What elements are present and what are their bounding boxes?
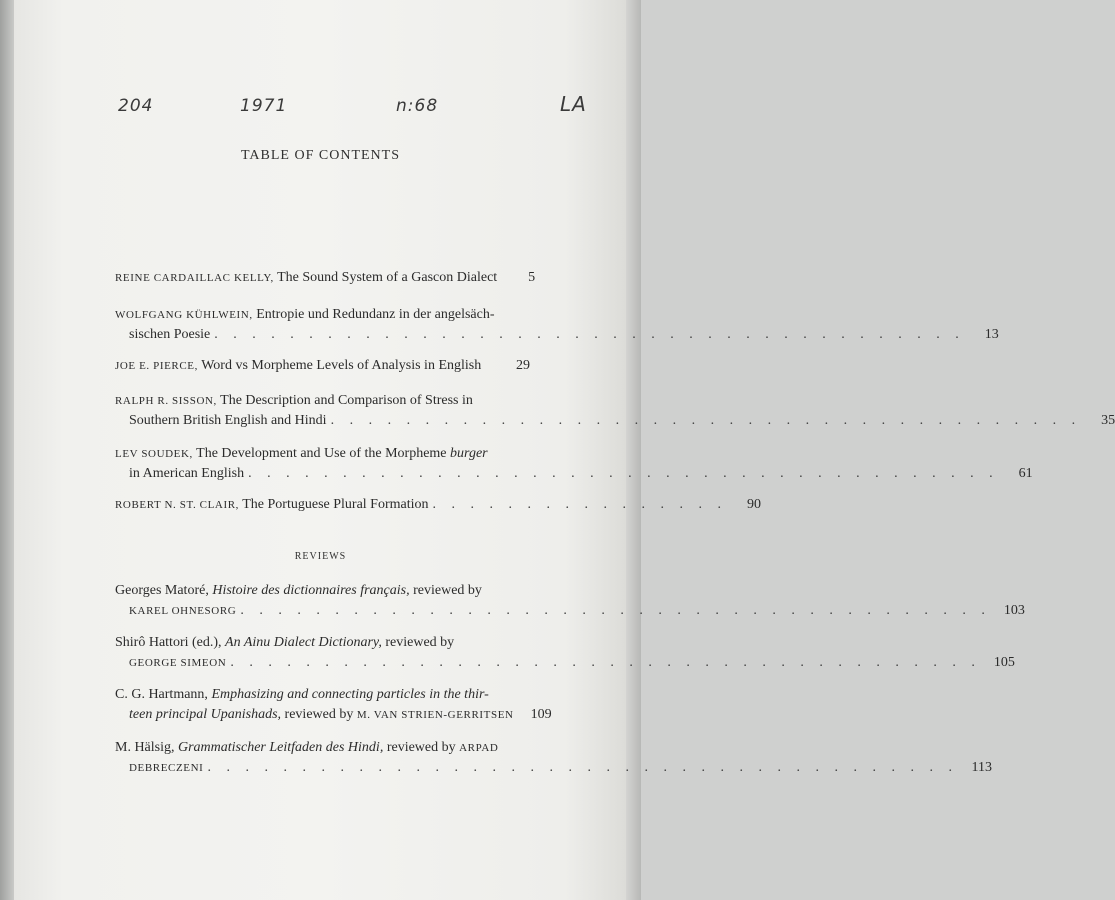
review-page-number: 103 bbox=[1003, 603, 1025, 618]
reviews-heading: REVIEWS bbox=[294, 551, 347, 562]
toc-title: Entropie und Redundanz in der angelsäch- bbox=[256, 307, 495, 322]
toc-page-number: 13 bbox=[984, 327, 999, 342]
toc-page-number: 35 bbox=[1101, 413, 1115, 428]
toc-author: LEV SOUDEK, bbox=[115, 448, 193, 460]
toc-title: Word vs Morpheme Levels of Analysis in English bbox=[201, 358, 482, 373]
toc-entry: WOLFGANG KÜHLWEIN, Entropie und Redundanz in der angelsäch- sischen Poesie . . . . . . . . . . . . . . . . . . . . . . . . . . . . . . . . . . . . . . . . 13 bbox=[115, 305, 530, 345]
toc-entry bbox=[115, 356, 530, 376]
toc-author: WOLFGANG KÜHLWEIN, bbox=[115, 309, 253, 321]
reviewer-name: GEORGE SIMEON bbox=[129, 657, 227, 669]
handwritten-mark: 1971 bbox=[240, 96, 288, 116]
reviewer-name: ARPAD bbox=[459, 742, 499, 754]
review-work: An Ainu Dialect Dictionary, bbox=[225, 635, 382, 650]
reviewer-name: M. VAN STRIEN-GERRITSEN bbox=[356, 709, 514, 721]
toc-page-number: 29 bbox=[516, 358, 530, 373]
toc-page-number: 61 bbox=[1018, 466, 1033, 481]
handwritten-mark: LA bbox=[560, 92, 587, 116]
review-page-number: 113 bbox=[971, 760, 992, 775]
toc-title: The Description and Comparison of Stress in bbox=[220, 393, 473, 408]
page-title: TABLE OF CONTENTS bbox=[241, 148, 400, 163]
review-work: Histoire des dictionnaires français, bbox=[212, 583, 410, 598]
review-author: Shirô Hattori (ed.), bbox=[115, 635, 222, 650]
toc-author: JOE E. PIERCE, bbox=[115, 360, 198, 372]
toc-title-continued: in American English bbox=[129, 466, 245, 481]
toc-author: ROBERT N. ST. CLAIR, bbox=[115, 499, 239, 511]
review-entry: M. Hälsig, Grammatischer Leitfaden des Hindi, reviewed by ARPAD DEBRECZENI . . . . . . . . . . . . . . . . . . . . . . . . . . . . . . . . . . . . . . . . 113 bbox=[115, 738, 530, 778]
review-author: M. Hälsig, bbox=[115, 740, 175, 755]
toc-entry bbox=[115, 268, 536, 288]
toc-entry: RALPH R. SISSON, The Description and Comparison of Stress in Southern British English and Hindi . . . . . . . . . . . . . . . . . . . . . . . . . . . . . . . . . . . . . . . . 35 bbox=[115, 391, 530, 431]
toc-title-italic: burger bbox=[450, 446, 488, 461]
toc-page-number: 90 bbox=[747, 497, 762, 512]
review-page-number: 105 bbox=[993, 655, 1015, 670]
review-by: reviewed by bbox=[385, 635, 455, 650]
review-by: reviewed by bbox=[284, 707, 354, 722]
handwritten-mark: 204 bbox=[118, 96, 154, 116]
handwritten-mark: n:68 bbox=[396, 96, 439, 116]
reviewer-name: KAREL OHNESORG bbox=[129, 605, 237, 617]
toc-title: The Development and Use of the Morpheme bbox=[196, 446, 447, 461]
review-work: Grammatischer Leitfaden des Hindi, bbox=[178, 740, 384, 755]
toc-title: The Sound System of a Gascon Dialect bbox=[277, 270, 498, 285]
review-by: reviewed by bbox=[386, 740, 456, 755]
review-entry bbox=[115, 685, 552, 725]
toc-entry: ROBERT N. ST. CLAIR, The Portuguese Plural Formation . . . . . . . . . . . . . . . . 90 bbox=[115, 495, 530, 515]
reviewer-name-continued: DEBRECZENI bbox=[129, 762, 204, 774]
toc-title-continued: Southern British English and Hindi bbox=[129, 413, 327, 428]
review-author: C. G. Hartmann, bbox=[115, 687, 208, 702]
review-work: Emphasizing and connecting particles in the thir- bbox=[211, 687, 489, 702]
toc-entry: LEV SOUDEK, The Development and Use of the Morpheme burger in American English . . . . . . . . . . . . . . . . . . . . . . . . . . . . . . . . . . . . . . . . 61 bbox=[115, 444, 530, 484]
review-entry: Shirô Hattori (ed.), An Ainu Dialect Dictionary, reviewed by GEORGE SIMEON . . . . . . . . . . . . . . . . . . . . . . . . . . . . . . . . . . . . . . . . 105 bbox=[115, 633, 530, 673]
review-work-continued: teen principal Upanishads, bbox=[129, 707, 282, 722]
toc-title: The Portuguese Plural Formation bbox=[242, 497, 429, 512]
review-author: Georges Matoré, bbox=[115, 583, 209, 598]
toc-author: RALPH R. SISSON, bbox=[115, 395, 217, 407]
toc-title-continued: sischen Poesie bbox=[129, 327, 211, 342]
review-page-number: 109 bbox=[530, 707, 552, 722]
scan-edge-left bbox=[0, 0, 14, 900]
toc-author: REINE CARDAILLAC KELLY, bbox=[115, 272, 274, 284]
review-entry: Georges Matoré, Histoire des dictionnaires français, reviewed by KAREL OHNESORG . . . . . . . . . . . . . . . . . . . . . . . . . . . . . . . . . . . . . . . . 103 bbox=[115, 581, 530, 621]
review-by: reviewed by bbox=[413, 583, 482, 598]
toc-page-number: 5 bbox=[528, 270, 536, 285]
